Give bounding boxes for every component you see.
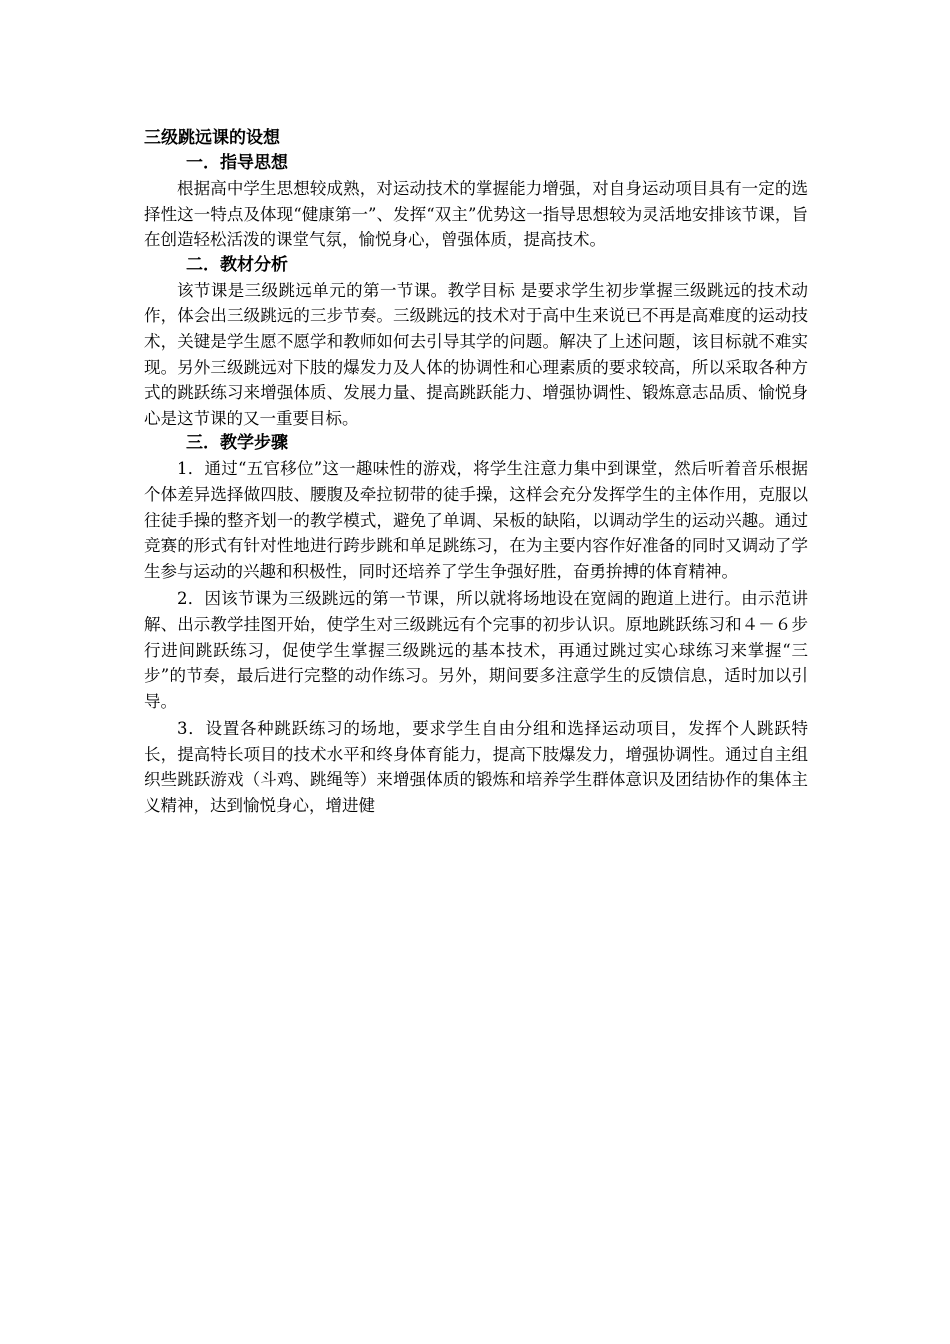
document-body bbox=[144, 126, 808, 819]
section-heading-teaching-steps: 三．教学步骤 bbox=[186, 433, 288, 454]
paragraph-step-1: 1．通过“五官移位”这一趣味性的游戏，将学生注意力集中到课堂，然后听着音乐根据个体差异选择做四肢、腰腹及牵拉韧带的徒手操，这样会充分发挥学生的主体作用，克服以往徒手操的整齐划一的教学模式，避免了单调、呆板的缺陷，以调动学生的运动兴趣。通过竞赛的形式有针对性地进行跨步跳和单足跳练习，在为主要内容作好准备的同时又调动了学生参与运动的兴趣和积极性，同时还培养了学生争强好胜，奋勇拚搏的体育精神。 bbox=[144, 459, 808, 581]
section-heading-guiding-thought: 一．指导思想 bbox=[186, 153, 288, 173]
paragraph-guiding-thought: 根据高中学生思想较成熟，对运动技术的掌握能力增强，对自身运动项目具有一定的选择性这一特点及体现“健康第一”、发挥“双主”优势这一指导思想较为灵活地安排该节课，旨在创造轻松活泼的课堂气氛，愉悦身心，曾强体质，提高技术。 bbox=[144, 179, 808, 250]
paragraph-step-2: 2．因该节课为三级跳远的第一节课，所以就将场地设在宽阔的跑道上进行。由示范讲解、出示教学挂图开始，使学生对三级跳远有个完事的初步认识。原地跳跃练习和４－６步行进间跳跃练习，促使学生掌握三级跳远的基本技术，再通过跳过实心球练习来掌握“三步”的节奏，最后进行完整的动作练习。另外，期间要多注意学生的反馈信息，适时加以引导。 bbox=[144, 589, 808, 711]
document-title: 三级跳远课的设想 bbox=[144, 128, 280, 148]
paragraph-material-analysis: 该节课是三级跳远单元的第一节课。教学目标 是要求学生初步掌握三级跳远的技术动作，体会出三级跳远的三步节奏。三级跳远的技术对于高中生来说已不再是高难度的运动技术，关键是学生愿不愿学和教师如何去引导其学的问题。解决了上述问题，该目标就不难实现。另外三级跳远对下肢的爆发力及人体的协调性和心理素质的要求较高，所以采取各种方式的跳跃练习来增强体质、发展力量、提高跳跃能力、增强协调性、锻炼意志品质、愉悦身心是这节课的又一重要目标。 bbox=[144, 280, 808, 428]
section-heading-material-analysis: 二．教材分析 bbox=[186, 254, 288, 275]
paragraph-step-3: 3．设置各种跳跃练习的场地，要求学生自由分组和选择运动项目，发挥个人跳跃特长，提高特长项目的技术水平和终身体育能力，提高下肢爆发力，增强协调性。通过自主组织些跳跃游戏（斗鸡、跳绳等）来增强体质的锻炼和培养学生群体意识及团结协作的集体主义精神，达到愉悦身心，增进健 bbox=[144, 719, 808, 816]
